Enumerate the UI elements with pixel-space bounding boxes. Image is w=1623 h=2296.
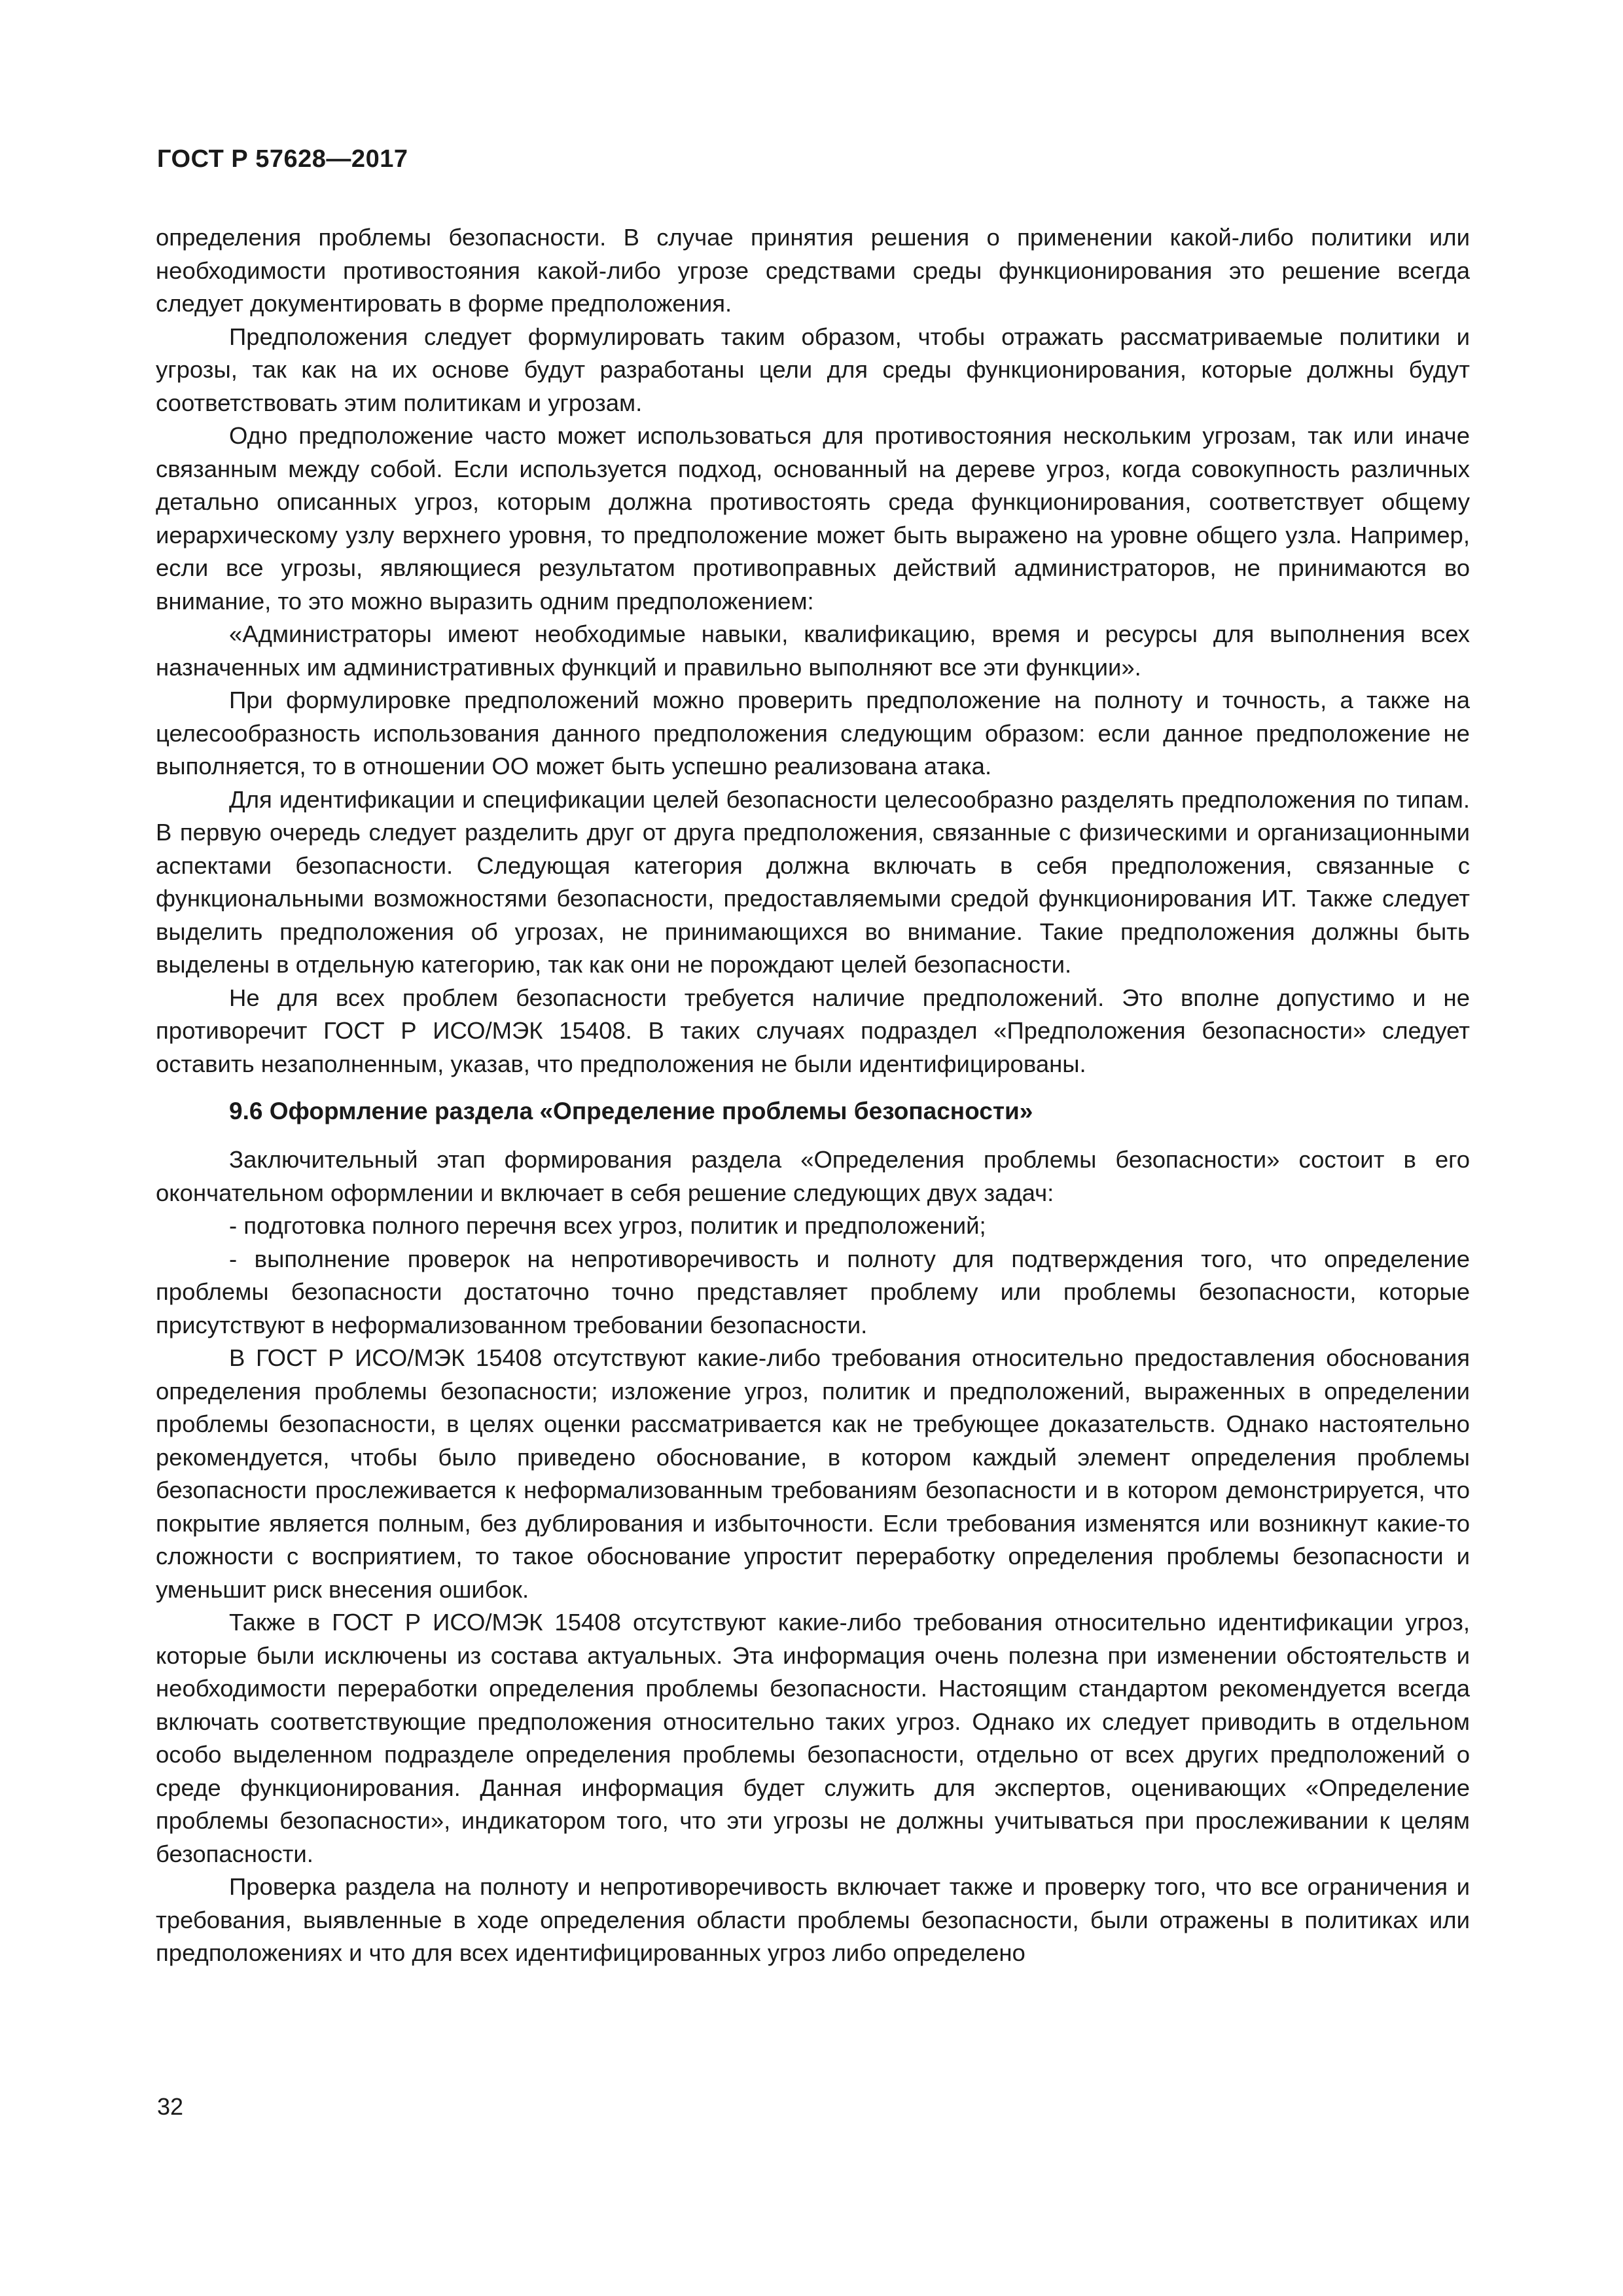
paragraph: В ГОСТ Р ИСО/МЭК 15408 отсутствуют какие-либо требования относительно предоставления обоснования определения проблемы безопасности; изложение угроз, политик и предположений, выраженных в определении проблемы безопасности, в целях оценки рассматривается как не требующее доказательств. Однако настоятельно рекомендуется, чтобы было приведено обоснование, в котором каждый элемент определения проблемы безопасности прослеживается к неформализованным требованиям безопасности и в котором демонстрируется, что покрытие является полным, без дублирования и избыточности. Если требования изменятся или возникнут какие-то сложности с восприятием, то такое обоснование упростит переработку определения проблемы безопасности и уменьшит риск внесения ошибок. bbox=[156, 1344, 1470, 1603]
paragraph: Проверка раздела на полноту и непротиворечивость включает также и проверку того, что все ограничения и требования, выявленные в ходе определения области проблемы безопасности, были отражены в политиках или предположениях и что для всех идентифицированных угроз либо определено bbox=[156, 1873, 1470, 1966]
paragraph: определения проблемы безопасности. В случае принятия решения о применении какой-либо политики или необходимости противостояния какой-либо угрозе средствами среды функционирования это решение всегда следует документировать в форме предположения. bbox=[156, 224, 1470, 317]
paragraph: Одно предположение часто может использоваться для противостояния нескольким угрозам, так или иначе связанным между собой. Если используется подход, основанный на дереве угроз, когда совокупность различных детально описанных угроз, которым должна противостоять среда функционирования, соответствует общему иерархическому узлу верхнего уровня, то предположение может быть выражено на уровне общего узла. Например, если все угрозы, являющиеся результатом противоправных действий администраторов, не принимаются во внимание, то это можно выразить одним предположением: bbox=[156, 422, 1470, 615]
section-heading: 9.6 Оформление раздела «Определение проблемы безопасности» bbox=[229, 1098, 1033, 1124]
quoted-assumption: «Администраторы имеют необходимые навыки, квалификацию, время и ресурсы для выполнения всех назначенных им административных функций и правильно выполняют все эти функции». bbox=[156, 620, 1470, 681]
paragraph: Также в ГОСТ Р ИСО/МЭК 15408 отсутствуют какие-либо требования относительно идентификации угроз, которые были исключены из состава актуальных. Эта информация очень полезна при изменении обстоятельств и необходимости переработки определения проблемы безопасности. Настоящим стандартом рекомендуется всегда включать соответствующие предположения относительно таких угроз. Однако их следует приводить в отдельном особо выделенном подразделе определения проблемы безопасности, отдельно от всех других предположений о среде функционирования. Данная информация будет служить для экспертов, оценивающих «Определение проблемы безопасности», индикатором того, что эти угрозы не должны учитываться при прослеживании к целям безопасности. bbox=[156, 1609, 1470, 1867]
page-number: 32 bbox=[157, 2093, 184, 2120]
document-body bbox=[156, 221, 1470, 1970]
paragraph: Предположения следует формулировать таким образом, чтобы отражать рассматриваемые политики и угрозы, так как на их основе будут разработаны цели для среды функционирования, которые должны будут соответствовать этим политикам и угрозам. bbox=[156, 323, 1470, 416]
document-code-header: ГОСТ Р 57628—2017 bbox=[157, 145, 408, 173]
paragraph: Не для всех проблем безопасности требуется наличие предположений. Это вполне допустимо и не противоречит ГОСТ Р ИСО/МЭК 15408. В таких случаях подраздел «Предположения безопасности» следует оставить незаполненным, указав, что предположения не были идентифицированы. bbox=[156, 984, 1470, 1077]
list-item: - подготовка полного перечня всех угроз, политик и предположений; bbox=[229, 1212, 986, 1239]
list-item: - выполнение проверок на непротиворечивость и полноту для подтверждения того, что определение проблемы безопасности достаточно точно представляет проблему или проблемы безопасности, которые присутствуют в неформализованном требовании безопасности. bbox=[156, 1245, 1470, 1338]
section-intro: Заключительный этап формирования раздела «Определения проблемы безопасности» состоит в его окончательном оформлении и включает в себя решение следующих двух задач: bbox=[156, 1146, 1470, 1206]
paragraph: Для идентификации и спецификации целей безопасности целесообразно разделять предположения по типам. В первую очередь следует разделить друг от друга предположения, связанные с физическими и организационными аспектами безопасности. Следующая категория должна включать в себя предположения, связанные с функциональными возможностями безопасности, предоставляемыми средой функционирования ИТ. Также следует выделить предположения об угрозах, не принимающихся во внимание. Такие предположения должны быть выделены в отдельную категорию, так как они не порождают целей безопасности. bbox=[156, 785, 1470, 978]
paragraph: При формулировке предположений можно проверить предположение на полноту и точность, а также на целесообразность использования данного предположения следующим образом: если данное предположение не выполняется, то в отношении ОО может быть успешно реализована атака. bbox=[156, 687, 1470, 780]
